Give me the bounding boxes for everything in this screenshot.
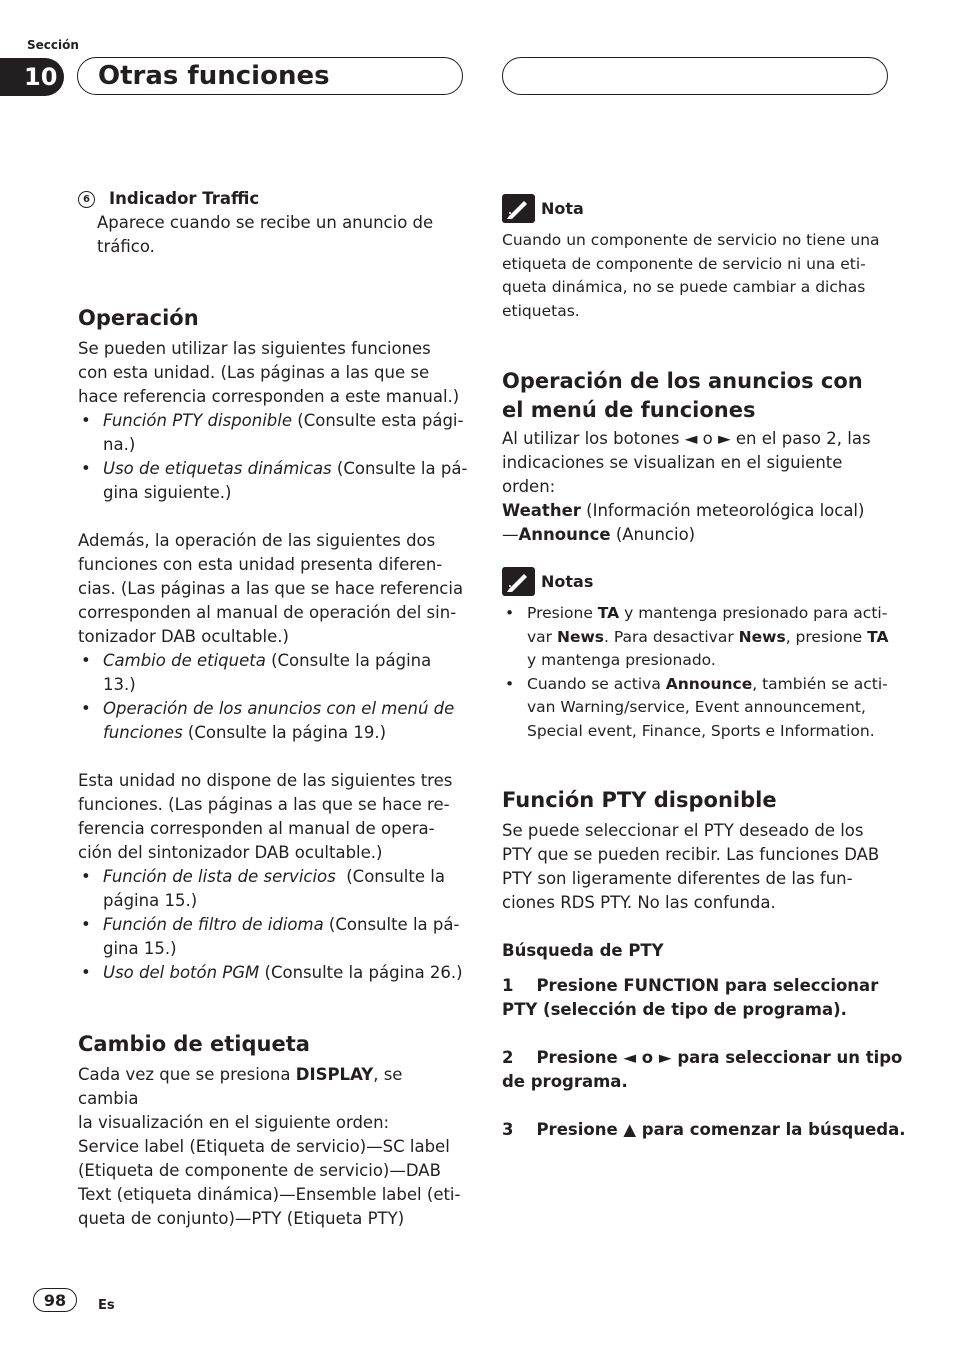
right-column [502,194,906,1142]
cambio-line: la visualización en el siguiente orden: [78,1113,390,1132]
note-text: y mantenga presionado para acti- [619,604,888,622]
op-p2-line: funciones con esta unidad presenta diferen- [78,555,443,574]
step-1: PTY (selección de tipo de programa). [502,1000,847,1019]
news-label: News [738,627,786,646]
note-text: . Para desactivar [604,627,739,646]
anuncios-heading-line: Operación de los anuncios con [502,369,863,393]
indicator-number: 6 [78,191,95,208]
left-column [78,187,468,1231]
cambio-text: , se cambia [78,1065,403,1108]
list-item [78,409,468,457]
op-p2-line: Además, la operación de las siguientes dos [78,531,436,550]
section-number-badge: 10 [0,58,64,96]
op-p2-line: cias. (Las páginas a las que se hace referencia [78,579,464,598]
right-header-frame [502,57,888,95]
ref-text: (Consulte la página 19.) [182,723,387,742]
op-p3-line: ción del sintonizador DAB ocultable.) [78,843,383,862]
op-p1-line: con esta unidad. (Las páginas a las que se [78,363,430,382]
cambio-line: (Etiqueta de componente de servicio)—DAB [78,1161,441,1180]
nota-line: queta dinámica, no se puede cambiar a dichas [502,278,866,296]
note-text: y mantenga presionado. [527,651,716,669]
ref-text: na.) [103,435,136,454]
list-item [502,673,894,744]
nota-line: etiquetas. [502,301,580,320]
pty-line: PTY que se pueden recibir. Las funciones DAB [502,845,880,864]
notas-header [502,567,894,596]
anuncios-line: orden: [502,477,556,496]
news-label: News [556,627,605,646]
ref-text: (Consulte esta pági- [292,411,464,430]
announce-desc: (Anuncio) [610,525,696,544]
notas-label: Notas [541,571,594,591]
list-item [78,913,468,961]
cambio-line: Text (etiqueta dinámica)—Ensemble label (eti- [78,1185,461,1204]
ta-key: TA [867,627,889,646]
pencil-note-icon [502,567,535,596]
ref-text: gina siguiente.) [103,483,232,502]
note-text: Special event, Finance, Sports e Information. [527,721,875,740]
announce-label: Announce [665,674,753,693]
note-text: Cuando se activa [527,674,666,693]
ref-text: página 15.) [103,891,198,910]
cambio-heading: Cambio de etiqueta [78,1032,310,1056]
display-key: DISPLAY [295,1065,374,1084]
pty-line: Se puede seleccionar el PTY deseado de los [502,821,864,840]
ta-key: TA [597,604,620,622]
cambio-text: Cada vez que se presiona [78,1065,296,1084]
indicator-desc-2: tráfico. [97,237,155,256]
ref-text: (Consulte la página 26.) [259,963,463,982]
link-text: Cambio de etiqueta [103,651,266,670]
ref-text: (Consulte la página 13.) [103,651,432,694]
nota-line: Cuando un componente de servicio no tiene una [502,231,880,249]
nota-header [502,194,894,223]
cambio-line: queta de conjunto)—PTY (Etiqueta PTY) [78,1209,405,1228]
anuncios-line: Al utilizar los botones ◄ o ► en el paso 2, las [502,429,871,448]
step-2: de programa. [502,1072,628,1091]
op-p3-line: ferencia corresponden al manual de opera- [78,819,435,838]
language-code: Es [98,1298,115,1313]
nota-label: Nota [541,198,584,218]
anuncios-heading [502,367,894,425]
anuncios-line: indicaciones se visualizan en el siguiente [502,453,843,472]
list-item [78,697,468,745]
indicator-title: Indicador Traffic [109,189,260,208]
op-p1-line: hace referencia corresponden a este manual.) [78,387,460,406]
op-p2-line: corresponden al manual de operación del sin- [78,603,457,622]
note-text: van Warning/service, Event announcement, [527,698,866,716]
ref-text: gina 15.) [103,939,177,958]
list-item [502,602,894,673]
seccion-label: Sección [27,38,79,52]
link-text: Uso de etiquetas dinámicas [103,459,332,478]
step-1: 1 Presione FUNCTION para seleccionar [502,976,879,995]
op-p2-line: tonizador DAB ocultable.) [78,627,289,646]
link-text: Función de filtro de idioma [103,915,324,934]
step-3: 3 Presione ▲ para comenzar la búsqueda. [502,1120,906,1139]
op-p3-line: funciones. (Las páginas a las que se hace re- [78,795,450,814]
busqueda-heading: Búsqueda de PTY [502,941,664,960]
link-text: Operación de los anuncios con el menú de [103,699,455,718]
pty-line: PTY son ligeramente diferentes de las fun- [502,869,853,888]
list-item [78,457,468,505]
operacion-heading: Operación [78,306,199,330]
pty-heading: Función PTY disponible [502,788,777,812]
op-p3-line: Esta unidad no dispone de las siguientes tres [78,771,453,790]
pencil-note-icon [502,194,535,223]
note-text: , también se acti- [752,674,888,693]
steps [502,974,906,1142]
page-number: 98 [33,1288,77,1312]
link-text: Función PTY disponible [103,411,293,430]
nota-line: etiqueta de componente de servicio ni una eti- [502,254,866,273]
list-item [78,961,468,985]
note-text: var [527,627,557,646]
weather-label: Weather [502,501,581,520]
list-item [78,649,468,697]
dash: — [502,525,519,544]
link-text: Función de lista de servicios [103,867,336,886]
link-text: funciones [103,723,183,742]
cambio-line: Service label (Etiqueta de servicio)—SC label [78,1137,450,1156]
pty-line: ciones RDS PTY. No las confunda. [502,893,776,912]
list-item [78,865,468,913]
link-text: Uso del botón PGM [103,963,260,982]
indicator-desc-1: Aparece cuando se recibe un anuncio de [97,213,434,232]
ref-text: (Consulte la pá- [331,459,468,478]
anuncios-heading-line: el menú de funciones [502,398,756,422]
cambio-line [78,1063,468,1111]
note-text: Presione [527,604,598,622]
ref-text: (Consulte la [335,867,445,886]
ref-text: (Consulte la pá- [323,915,460,934]
note-text: , presione [785,627,868,646]
op-p1-line: Se pueden utilizar las siguientes funciones [78,339,431,358]
announce-label: Announce [518,525,611,544]
step-2: 2 Presione ◄ o ► para seleccionar un tipo [502,1048,903,1067]
indicator-title-row [78,187,468,211]
section-title: Otras funciones [98,61,330,91]
weather-desc: (Información meteorológica local) [580,501,865,520]
